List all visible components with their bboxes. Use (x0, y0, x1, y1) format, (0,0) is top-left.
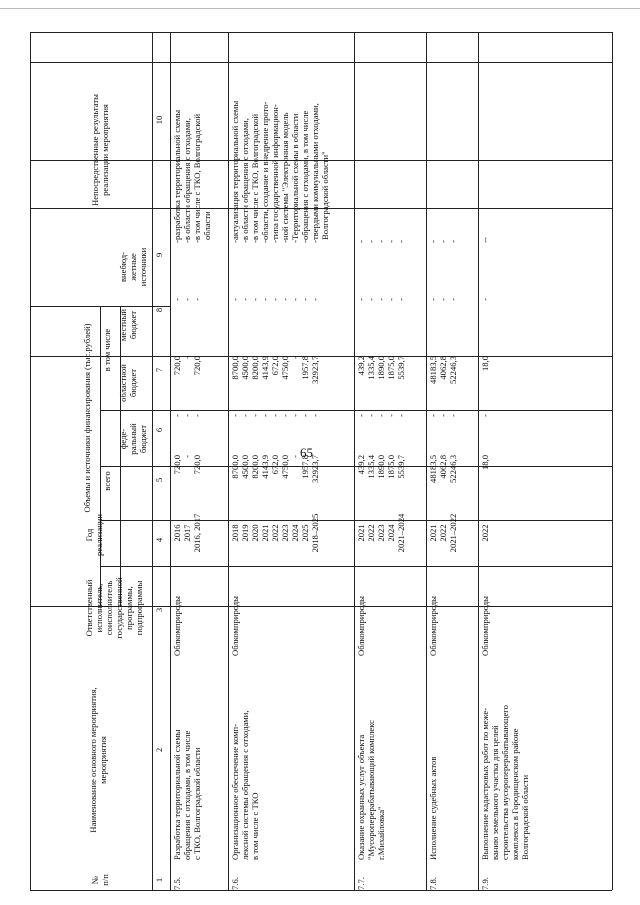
row-result-cell (356, 60, 424, 240)
row-federal-cell (230, 414, 352, 462)
row-years: 2018 2019 2020 2021 2022 2023 2024 2025 2018–2025 (230, 513, 320, 553)
header-total: всего (102, 471, 112, 491)
row-regional: 720,0 - 720,0 (172, 356, 202, 376)
row-extra: - - - - - (356, 240, 406, 243)
row-executor: Облкомприроды (480, 596, 490, 656)
col-number: 10 (154, 115, 164, 125)
row-number: 7.9. (480, 877, 490, 890)
row-years: 2016 2017 2016, 2017 (172, 513, 202, 553)
row-years: 2021 2022 2021–2022 (428, 513, 458, 553)
row-regional: 8700,0 4500,0 8200,0 4143,9 672,0 4750,0 - 1957,8 32923,7 (230, 356, 320, 384)
row-number-cell (428, 862, 442, 890)
row-total-cell (172, 455, 228, 503)
row-federal-cell (356, 414, 424, 462)
col-number: 2 (154, 747, 164, 753)
col-number-cell (154, 290, 168, 330)
row-number: 7.7. (356, 877, 366, 890)
table-rule (30, 890, 612, 891)
row-extra: - - - - - - - - - (230, 240, 320, 243)
row-executor-cell (428, 560, 442, 656)
row-name-cell (480, 660, 540, 860)
row-federal: - - - (428, 414, 458, 417)
row-executor-cell (172, 560, 186, 656)
row-local: - - - (428, 298, 458, 301)
row-federal: - - - - - - - - - (230, 414, 320, 417)
header-financing: Объемы и источники финансирования (тыс.рублей) (82, 323, 92, 513)
row-executor: Облкомприроды (230, 596, 240, 656)
row-total: 720,0 - 720,0 (172, 455, 202, 475)
row-number: 7.6. (230, 877, 240, 890)
row-number: 7.5. (172, 877, 182, 890)
row-local-cell (356, 298, 424, 350)
col-number-cell (154, 730, 168, 770)
row-extra-cell (230, 240, 352, 292)
row-name-cell (428, 660, 476, 860)
table-rule (100, 410, 612, 411)
header-name-cell (88, 660, 118, 860)
header-including-cell (102, 300, 116, 400)
row-name: Оказание охранных услуг объекта "Мусороперерабатывающий комплекс г.Михайловка" (356, 720, 386, 860)
header-including: в том числе (102, 328, 112, 372)
col-number: 4 (154, 537, 164, 543)
row-total: 18,0 (480, 455, 490, 471)
row-executor: Облкомприроды (356, 596, 366, 656)
row-years-cell (172, 505, 228, 561)
col-number-cell (154, 100, 168, 140)
row-years: 2021 2022 2023 2024 2021–2024 (356, 513, 406, 553)
row-local: - - - - - - - - - (230, 298, 320, 301)
row-result-cell (480, 60, 584, 240)
row-extra-cell (172, 240, 228, 292)
header-total-cell (102, 460, 116, 502)
col-number: 3 (154, 607, 164, 613)
row-number: 7.8. (428, 877, 438, 890)
col-number-cell (154, 590, 168, 630)
row-result: - (480, 237, 490, 240)
col-number-cell (154, 460, 168, 500)
col-number: 1 (154, 877, 164, 883)
row-executor-cell (480, 560, 494, 656)
row-years-cell (428, 505, 476, 561)
header-result-cell (90, 60, 130, 240)
header-year: Год реализации (84, 514, 104, 556)
row-total: 439,2 1335,4 1890,0 1875,0 5539,7 (356, 455, 406, 479)
col-number: 5 (154, 477, 164, 483)
row-federal: - (480, 414, 490, 417)
header-financing-cell (82, 268, 98, 568)
row-local: - (480, 298, 490, 301)
row-years-cell (356, 505, 424, 561)
row-result-cell (428, 60, 476, 240)
row-result-cell (230, 60, 334, 240)
row-federal-cell (172, 414, 228, 462)
row-name: Исполнение судебных актов (428, 756, 438, 860)
col-number-cell (154, 520, 168, 560)
row-local: - - - (172, 298, 202, 301)
row-name: Организационное обеспечение комп- лексной системы обращения с отходами, в том числе с ТКО (230, 710, 260, 860)
header-name: Наименование основного мероприятия, мероприятия (88, 687, 108, 833)
row-federal-cell (480, 414, 610, 462)
row-regional: 439,2 1335,4 1890,0 1875,0 5539,7 (356, 356, 406, 380)
row-name: Разработка территориальной схемы обращения с отходами, в том числе с ТКО, Волгоградской области (172, 729, 202, 860)
row-executor: Облкомприроды (428, 596, 438, 656)
row-extra: - - - (428, 240, 458, 243)
header-extra-cell (118, 240, 150, 294)
row-executor: Облкомприроды (172, 596, 182, 656)
row-years: 2022 (480, 524, 490, 542)
header-federal: феде- ральный бюджет (118, 423, 148, 455)
row-executor-cell (230, 560, 244, 656)
table-rule (30, 32, 612, 33)
row-total-cell (480, 455, 610, 503)
header-num: № п/п (90, 874, 110, 886)
col-number-cell (154, 350, 168, 390)
row-name: Выполнение кадастровых работ по меже- ванию земельного участка для целей строительства мусороперерабатывающего комплекса в Городищенском районе Волгоградской области (480, 705, 530, 860)
row-number-cell (172, 862, 186, 890)
table-rule (612, 32, 613, 890)
header-regional: областной бюджет (118, 364, 138, 402)
header-regional-cell (118, 356, 150, 410)
row-total: 48183,5 4062,8 52246,3 (428, 455, 458, 483)
col-number: 6 (154, 427, 164, 433)
col-number-cell (154, 235, 168, 275)
header-result: Непосредственные результаты реализации мероприятия (90, 94, 110, 206)
header-federal-cell (118, 414, 150, 464)
row-federal: - - - (172, 414, 202, 417)
row-local-cell (172, 298, 228, 350)
row-regional: 48183,5 4062,8 52246,3 (428, 356, 458, 384)
col-number: 7 (154, 367, 164, 373)
row-name-cell (230, 660, 290, 860)
row-local-cell (230, 298, 352, 350)
col-number: 9 (154, 252, 164, 258)
header-num-cell (90, 870, 110, 890)
row-extra-cell (428, 240, 476, 292)
row-extra-cell (356, 240, 424, 292)
row-local-cell (428, 298, 476, 350)
row-number-cell (230, 862, 244, 890)
row-regional-cell (480, 356, 610, 408)
col-number-cell (154, 870, 168, 890)
row-local: - - - - - (356, 298, 406, 301)
row-extra: - - - (172, 240, 202, 243)
row-years-cell (480, 505, 610, 561)
row-result-cell (172, 60, 228, 240)
row-total: 8700,0 4500,0 8200,0 4143,9 672,0 4750,0 - 1957,8 32923,7 (230, 455, 320, 483)
row-extra: - (480, 240, 490, 243)
row-number-cell (356, 862, 370, 890)
header-executor-cell (84, 560, 146, 656)
header-executor: Ответственный исполнитель, соисполнитель государственной программы, подпрограммы (84, 577, 144, 639)
row-executor-cell (356, 560, 370, 656)
row-total-cell (356, 455, 424, 503)
row-regional-cell (428, 356, 476, 408)
row-regional-cell (172, 356, 228, 408)
header-local-cell (118, 298, 150, 352)
row-name-cell (172, 660, 228, 860)
page-number: 65 (300, 445, 313, 460)
row-regional-cell (356, 356, 424, 408)
header-local: местный бюджет (118, 309, 138, 342)
col-number: 8 (154, 307, 164, 313)
row-regional-cell (230, 356, 352, 408)
row-local-cell (480, 298, 610, 350)
row-result: разработка территориальной схемы в области обращения с отходами, в том числе с ТКО, Волгоградской области (172, 109, 212, 240)
row-federal: - - - - - (356, 414, 406, 417)
row-regional: 18,0 (480, 356, 490, 372)
row-federal-cell (428, 414, 476, 462)
row-name-cell (356, 660, 416, 860)
row-total-cell (428, 455, 476, 503)
row-number-cell (480, 862, 494, 890)
row-result: актуализация территориальной схемы в области обращения с отходами, в том числе с ТКО, Волгоградской области, создание и внедрение прото- типа государственной информацион- ной системы "Электронная модель Территориальной схемы в области обращения с отходами, в том числе твердыми коммунальными отходами, Волгоградской области" (230, 100, 330, 240)
row-years-cell (230, 505, 352, 561)
header-extra: внебюд- жетные источники (118, 247, 148, 287)
row-total-cell (230, 455, 352, 503)
row-extra-cell (480, 240, 610, 292)
col-number-cell (154, 410, 168, 450)
